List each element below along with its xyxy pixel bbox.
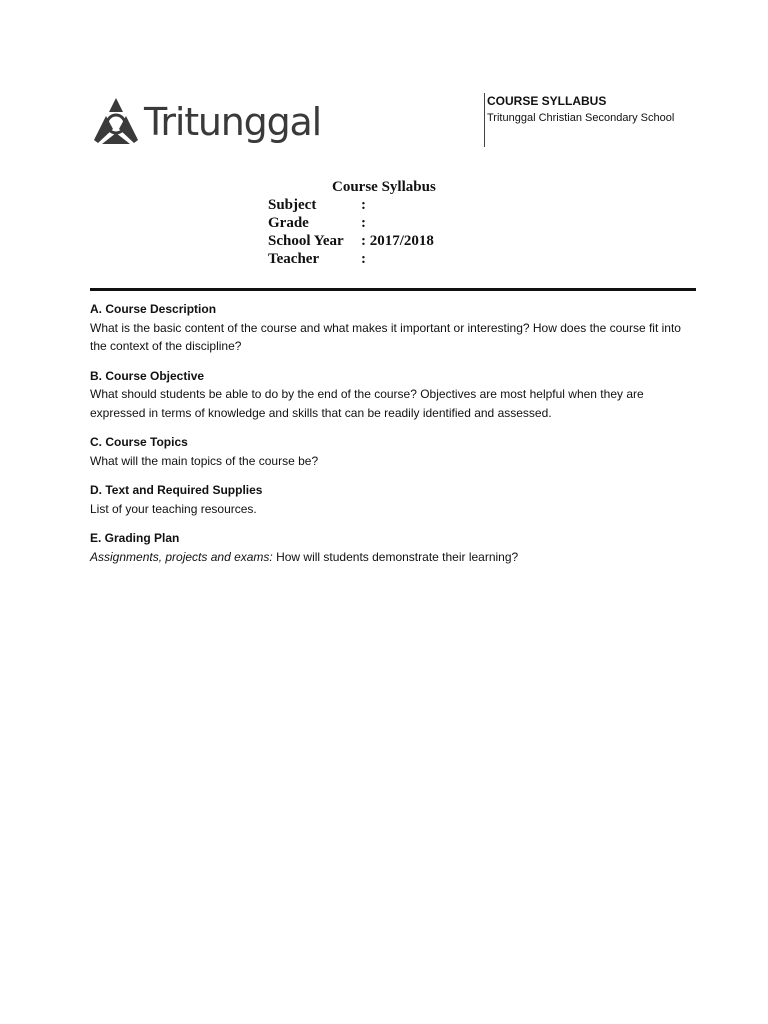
section-body [90, 548, 690, 567]
field-label: Subject [268, 197, 317, 213]
section-course-topics [90, 433, 690, 470]
trinity-logo-icon [92, 96, 140, 148]
section-heading: A. Course Description [90, 302, 217, 316]
section-text-supplies [90, 481, 690, 518]
school-name: Tritunggal Christian Secondary School [487, 112, 675, 124]
section-heading: D. Text and Required Supplies [90, 483, 263, 497]
school-logo [92, 96, 321, 148]
field-value: : [361, 215, 366, 231]
section-body: What should students be able to do by the end of the course? Objectives are most helpful when they are expressed in terms of knowledge and skills that can be readily identified and assessed. [90, 387, 644, 420]
syllabus-title: Course Syllabus [332, 179, 436, 195]
section-body: What will the main topics of the course be? [90, 453, 319, 468]
section-heading: E. Grading Plan [90, 531, 180, 545]
syllabus-header [268, 178, 436, 268]
logo-wordmark: Tritunggal [144, 100, 321, 144]
document-info-box [484, 93, 687, 147]
field-label: Teacher [268, 251, 320, 267]
document-title: COURSE SYLLABUS [487, 94, 607, 108]
section-heading: C. Course Topics [90, 435, 188, 449]
section-body-italic: Assignments, projects and exams: [90, 549, 273, 564]
field-row-teacher [268, 250, 434, 268]
field-value: : [361, 197, 366, 213]
field-value: : 2017/2018 [361, 233, 434, 249]
field-label: School Year [268, 233, 344, 249]
section-body: List of your teaching resources. [90, 501, 257, 516]
section-divider [90, 288, 696, 291]
syllabus-sections [90, 300, 690, 577]
field-row-school-year [268, 232, 434, 250]
syllabus-fields [268, 196, 434, 268]
field-value: : [361, 251, 366, 267]
section-heading: B. Course Objective [90, 368, 205, 383]
section-course-objective [90, 367, 690, 423]
field-label: Grade [268, 215, 309, 231]
field-row-subject [268, 196, 434, 214]
section-grading-plan [90, 529, 690, 566]
section-body-text: How will students demonstrate their learning? [272, 549, 519, 564]
section-body: What is the basic content of the course and what makes it important or interesting? How does the course fit into the context of the discipline? [90, 320, 681, 353]
section-course-description [90, 300, 690, 356]
field-row-grade [268, 214, 434, 232]
